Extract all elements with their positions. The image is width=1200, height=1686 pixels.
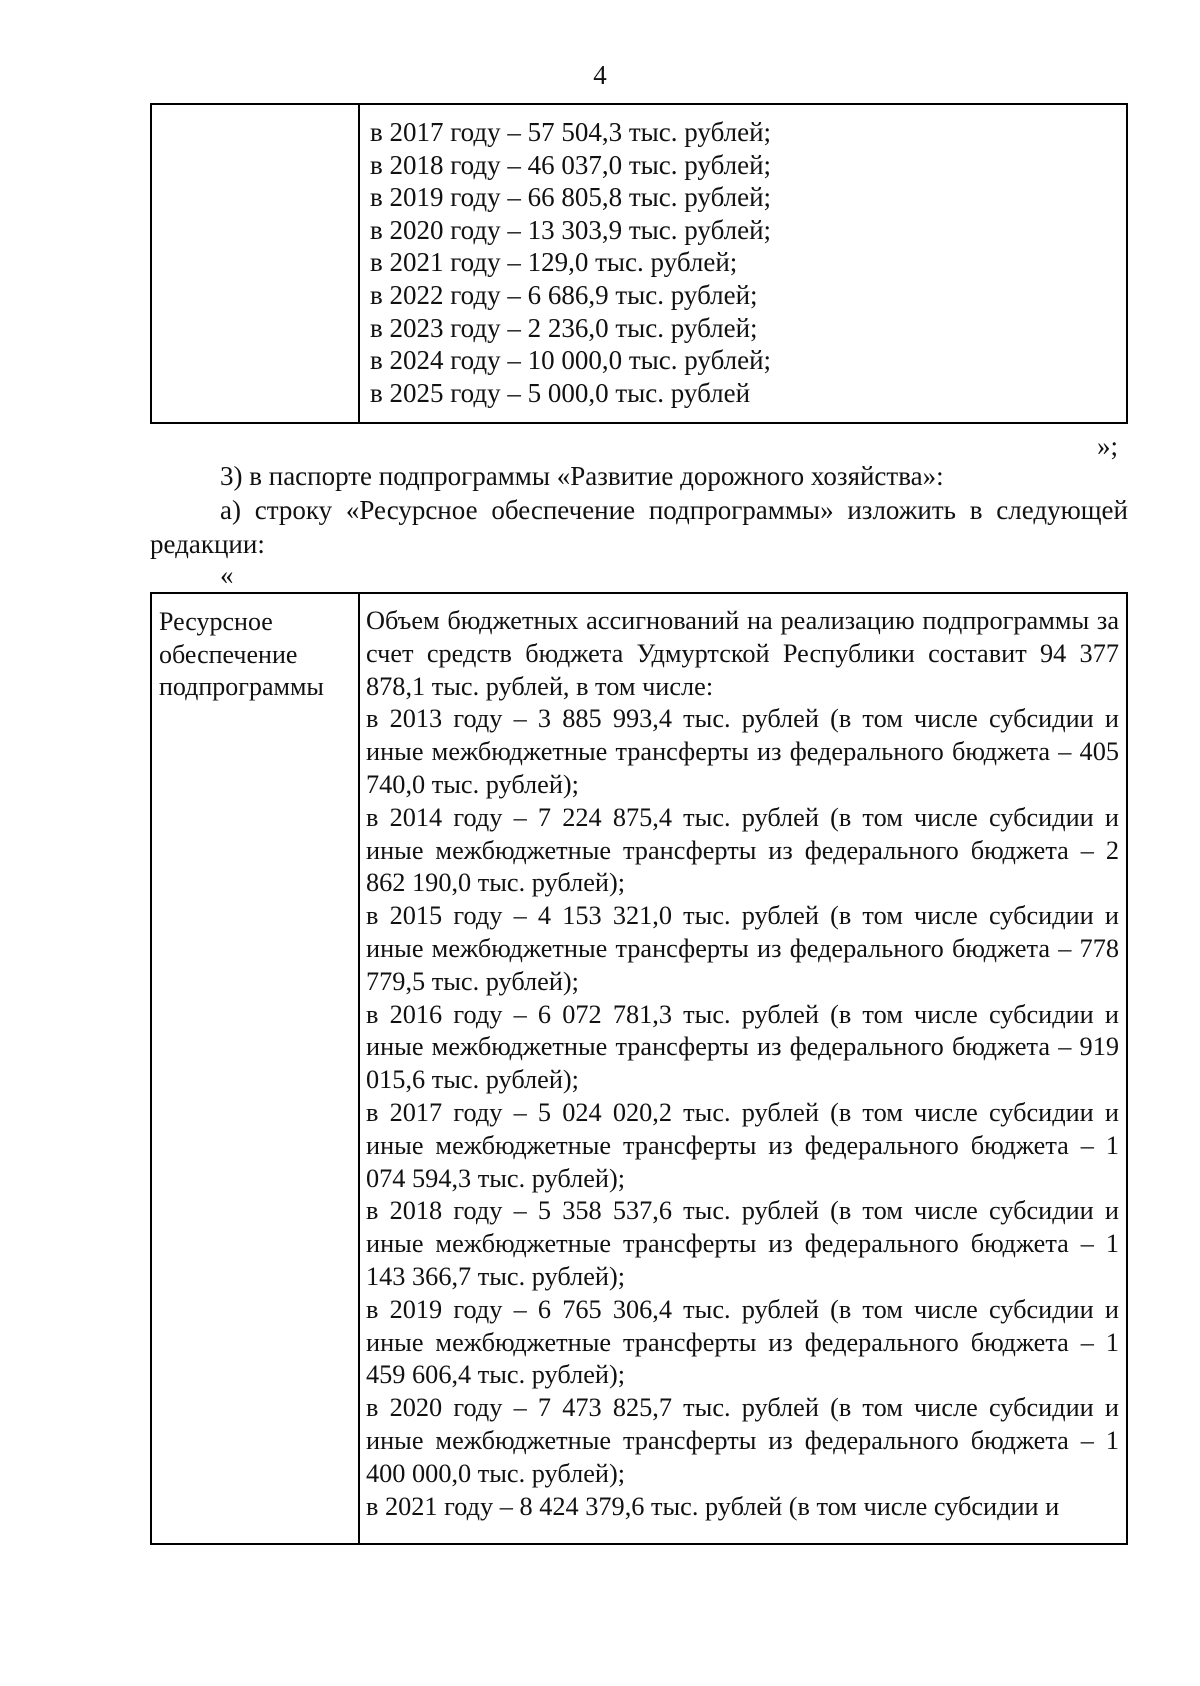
amendment-paragraph-3: 3) в паспорте подпрограммы «Развитие дорожного хозяйства»: (220, 461, 944, 491)
row-label: Ресурсное обеспечение подпрограммы (159, 607, 324, 701)
year-line: в 2023 году – 2 236,0 тыс. рублей; (370, 312, 758, 343)
year-funding-item: в 2016 году – 6 072 781,3 тыс. рублей (в том числе субсидии и иные межбюджетные трансферты из федерального бюджета – 919 015,6 тыс. рублей); (366, 999, 1119, 1095)
year-funding-item: в 2014 году – 7 224 875,4 тыс. рублей (в том числе субсидии и иные межбюджетные трансферты из федерального бюджета – 2 862 190,0 тыс. рублей); (366, 802, 1119, 898)
amendment-paragraph-3a: а) строку «Ресурсное обеспечение подпрограммы» изложить в следующей редакции: (150, 495, 1128, 559)
funding-table-top (150, 103, 1128, 424)
closing-quote: »; (1096, 431, 1118, 461)
row-label-cell (152, 594, 360, 1543)
budget-intro: Объем бюджетных ассигнований на реализацию подпрограммы за счет средств бюджета Удмуртской Республики составит 94 377 878,1 тыс. рублей, в том числе: (366, 606, 1119, 701)
year-funding-item: в 2018 году – 5 358 537,6 тыс. рублей (в том числе субсидии и иные межбюджетные трансферты из федерального бюджета – 1 143 366,7 тыс. рублей); (366, 1196, 1119, 1291)
row-content-cell (360, 594, 1126, 1543)
year-line: в 2022 году – 6 686,9 тыс. рублей; (370, 279, 758, 310)
resource-provision-table (150, 592, 1128, 1545)
opening-quote: « (220, 560, 234, 590)
table-left-cell-empty (152, 105, 360, 422)
page-number: 4 (593, 60, 607, 90)
year-funding-item: в 2015 году – 4 153 321,0 тыс. рублей (в том числе субсидии и иные межбюджетные трансферты из федерального бюджета – 778 779,5 тыс. рублей); (366, 901, 1119, 996)
year-line: в 2025 году – 5 000,0 тыс. рублей (370, 377, 751, 408)
table-right-cell (360, 105, 1126, 422)
year-funding-item: в 2017 году – 5 024 020,2 тыс. рублей (в том числе субсидии и иные межбюджетные трансферты из федерального бюджета – 1 074 594,3 тыс. рублей); (366, 1097, 1119, 1193)
year-line: в 2019 году – 66 805,8 тыс. рублей; (370, 182, 772, 213)
year-line: в 2020 году – 13 303,9 тыс. рублей; (370, 214, 772, 245)
year-funding-item: в 2020 году – 7 473 825,7 тыс. рублей (в том числе субсидии и иные межбюджетные трансферты из федерального бюджета – 1 400 000,0 тыс. рублей); (366, 1393, 1119, 1488)
year-funding-item: в 2013 году – 3 885 993,4 тыс. рублей (в том числе субсидии и иные межбюджетные трансферты из федерального бюджета – 405 740,0 тыс. рублей); (366, 704, 1119, 799)
year-line: в 2024 году – 10 000,0 тыс. рублей; (370, 345, 772, 376)
year-line: в 2017 году – 57 504,3 тыс. рублей; (370, 117, 772, 147)
year-line: в 2018 году – 46 037,0 тыс. рублей; (370, 149, 772, 180)
year-line: в 2021 году – 129,0 тыс. рублей; (370, 247, 738, 278)
year-funding-item: в 2021 году – 8 424 379,6 тыс. рублей (в том числе субсидии и (366, 1491, 1060, 1521)
year-funding-item: в 2019 году – 6 765 306,4 тыс. рублей (в том числе субсидии и иные межбюджетные трансферты из федерального бюджета – 1 459 606,4 тыс. рублей); (366, 1294, 1119, 1390)
